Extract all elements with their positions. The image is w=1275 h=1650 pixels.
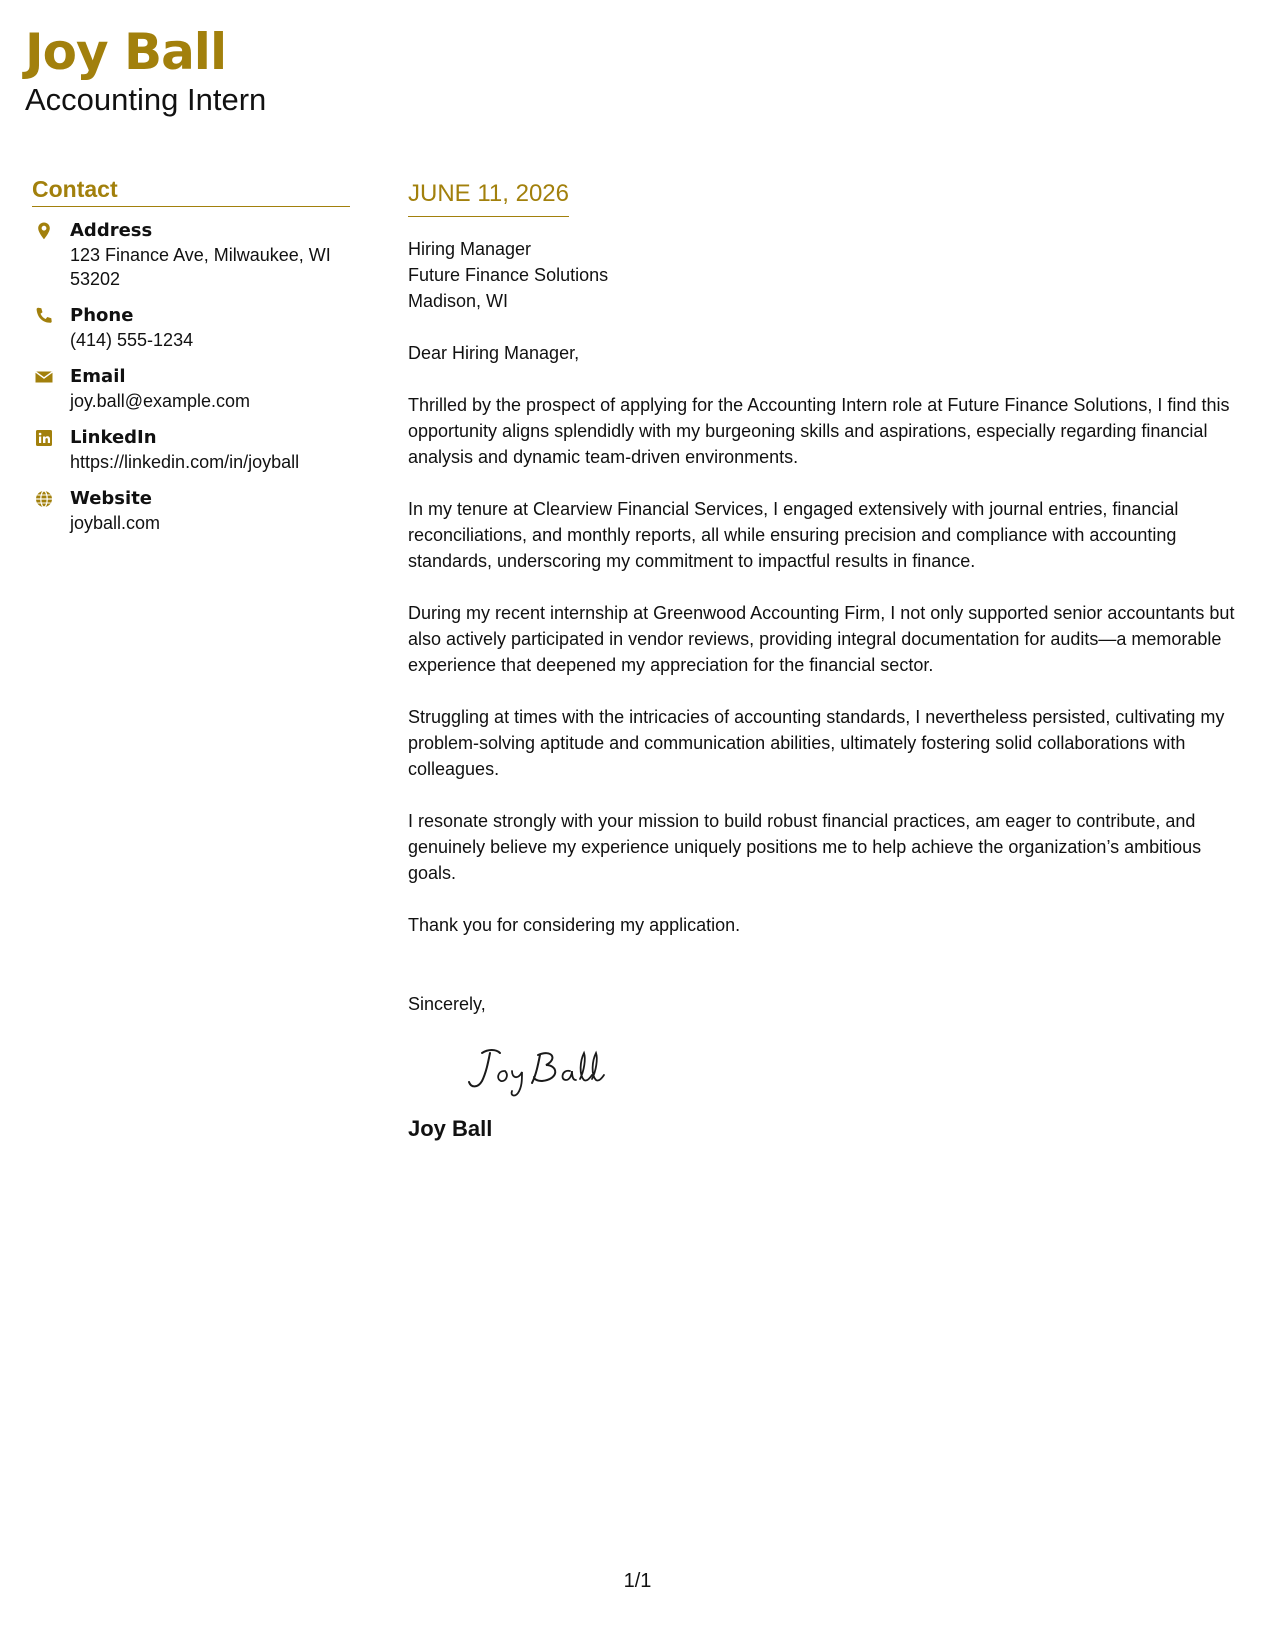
contact-value-linkedin[interactable]: https://linkedin.com/in/joyball (70, 452, 300, 472)
page-number: 1/1 (623, 1570, 652, 1592)
contact-item-address (32, 219, 350, 291)
envelope-icon (34, 367, 54, 387)
letter-paragraph: During my recent internship at Greenwood Accounting Firm, I not only supported senior accountants but also actively participated in vendor reviews, providing integral documentation for audits—a memorable experience that deepened my appreciation for the financial sector. (408, 603, 1235, 675)
cover-letter (408, 178, 1248, 1143)
contact-label-website: Website (70, 488, 153, 509)
applicant-role: Accounting Intern (25, 82, 267, 117)
letter-paragraph: Thank you for considering my application. (408, 915, 741, 935)
map-pin-icon (34, 221, 54, 241)
salutation: Dear Hiring Manager, (408, 343, 580, 363)
letter-paragraph: I resonate strongly with your mission to build robust financial practices, am eager to contribute, and genuinely believe my experience uniquely positions me to help achieve the organization’s ambitious goals. (408, 811, 1202, 883)
contact-item-website (32, 487, 350, 535)
linkedin-icon (34, 428, 54, 448)
signer-name: Joy Ball (408, 1116, 493, 1141)
contact-sidebar (32, 174, 350, 548)
recipient-location: Madison, WI (408, 291, 509, 311)
applicant-name: Joy Ball (25, 23, 227, 81)
contact-item-email (32, 365, 350, 413)
letter-paragraph: Thrilled by the prospect of applying for the Accounting Intern role at Future Finance Solutions, I find this opportunity aligns splendidly with my burgeoning skills and aspirations, especially regarding financial analysis and dynamic team-driven environments. (408, 395, 1230, 467)
header (25, 22, 266, 118)
letter-date: JUNE 11, 2026 (408, 178, 569, 217)
handwritten-signature (462, 1041, 612, 1101)
contact-item-phone (32, 304, 350, 352)
phone-icon (34, 306, 54, 326)
contact-item-linkedin (32, 426, 350, 474)
closing: Sincerely, (408, 994, 486, 1014)
contact-label-phone: Phone (70, 305, 134, 326)
letter-paragraph: Struggling at times with the intricacies of accounting standards, I nevertheless persisted, cultivating my problem-solving aptitude and communication abilities, ultimately fostering solid collaborations with colleagues. (408, 707, 1225, 779)
contact-value-website[interactable]: joyball.com (70, 513, 161, 533)
contact-heading: Contact (32, 174, 350, 207)
contact-label-address: Address (70, 220, 153, 241)
contact-label-email: Email (70, 366, 126, 387)
recipient-block (408, 236, 1248, 314)
contact-value-address: 123 Finance Ave, Milwaukee, WI 53202 (70, 245, 331, 289)
contact-list (32, 219, 350, 535)
letter-paragraph: In my tenure at Clearview Financial Services, I engaged extensively with journal entries, financial reconciliations, and monthly reports, all while ensuring precision and compliance with accounting standards, underscoring my commitment to impactful results in finance. (408, 499, 1179, 571)
contact-value-phone: (414) 555-1234 (70, 330, 194, 350)
globe-icon (34, 489, 54, 509)
contact-label-linkedin: LinkedIn (70, 427, 157, 448)
recipient-company: Future Finance Solutions (408, 265, 609, 285)
contact-value-email[interactable]: joy.ball@example.com (70, 391, 251, 411)
recipient-title: Hiring Manager (408, 239, 532, 259)
